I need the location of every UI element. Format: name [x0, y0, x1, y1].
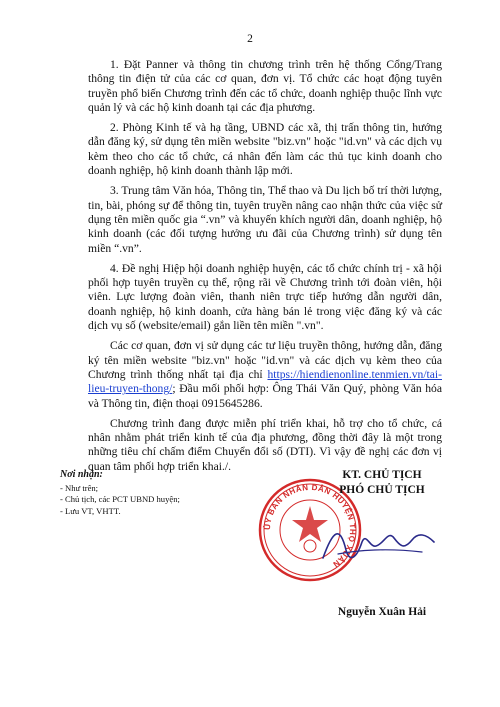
recipient-item: - Như trên; — [60, 482, 99, 493]
paragraph-5 — [88, 339, 442, 410]
paragraph-2: 2. Phòng Kinh tế và hạ tầng, UBND các xã, thị trấn thông tin, hướng dẫn đăng ký, sử dụng tên miền website "biz.vn" hoặc "id.vn" và các dịch vụ kèm theo cho các tổ chức, cá nhân đến làm các thủ tục kinh doanh cho doanh nghiệp, hộ kinh doanh thành lập mới. — [88, 121, 442, 178]
signer-name: Nguyễn Xuân Hải — [337, 606, 427, 618]
paragraph-4: 4. Đề nghị Hiệp hội doanh nghiệp huyện, các tổ chức chính trị - xã hội phối hợp tuyên truyền cụ thể, rộng rãi về Chương trình tới đoàn viên, hội viên. Lực lượng đoàn viên, thanh niên trực tiếp hướng dẫn người dân, doanh nghiệp, hộ kinh doanh, cửa hàng bán lẻ trong việc đăng ký và các dịch vụ số (website/email) gắn liền tên miền ".vn". — [88, 261, 442, 333]
signature-block — [282, 468, 482, 498]
paragraph-6: Chương trình đang được miễn phí triển khai, hỗ trợ cho tổ chức, cá nhân nhằm phát triển kinh tế của địa phương, đồng thời đây là một trong những tiêu chí chấm điểm Chuyển đổi số (DTI). Vì vậy đề nghị các đơn vị quan tâm phối hợp triển khai./. — [88, 416, 442, 473]
seal-ring-text: ỦY BAN NHÂN DÂN HUYỆN THỌ XUÂN — [262, 482, 358, 569]
recipients-heading: Nơi nhận: — [60, 469, 103, 480]
paragraph-5-text: Các cơ quan, đơn vị sử dụng các tư liệu truyền thông, hướng dẫn, đăng ký tên miền website "biz.vn" hoặc "id.vn" và các dịch vụ kèm theo của Chương trình thống nhất tại địa chỉ — [88, 339, 442, 381]
document-body — [88, 58, 442, 480]
recipients-block — [60, 469, 260, 517]
recipient-item: - Chủ tịch, các PCT UBND huyện; — [60, 494, 180, 504]
paragraph-5-contact: ; Đầu mối phối hợp: Ông Thái Văn Quý, phòng Văn hóa và Thông tin, điện thoại 0915645286. — [88, 382, 442, 410]
recipient-item: - Lưu VT, VHTT. — [60, 505, 121, 516]
handwritten-signature — [318, 520, 438, 570]
page-number: 2 — [247, 33, 253, 45]
signer-title-line-1: KT. CHỦ TỊCH — [342, 469, 422, 481]
paragraph-3: 3. Trung tâm Văn hóa, Thông tin, Thể thao và Du lịch bố trí thời lượng, tin, bài, phóng sự để thông tin, tuyên truyền nâng cao nhận thức của việc sử dụng tên miền quốc gia “.vn” và khuyến khích người dân, doanh nghiệp, hộ kinh doanh (các đối tượng hưởng ưu đãi của Chương trình) sử dụng tên miền “.vn”. — [88, 184, 442, 255]
paragraph-1: 1. Đặt Panner và thông tin chương trình trên hệ thống Cổng/Trang thông tin điện tử của các cơ quan, đơn vị. Tổ chức các hoạt động tuyên truyền phổ biến Chương trình đến các tổ chức, doanh nghiệp thuộc lĩnh vực quản lý và các hộ kinh doanh tại các địa phương. — [88, 58, 442, 114]
materials-link[interactable]: https://hiendienonline.tenmien.vn/tai-lieu-truyen-thong/ — [88, 367, 442, 396]
signer-title-line-2: PHÓ CHỦ TỊCH — [339, 484, 425, 496]
